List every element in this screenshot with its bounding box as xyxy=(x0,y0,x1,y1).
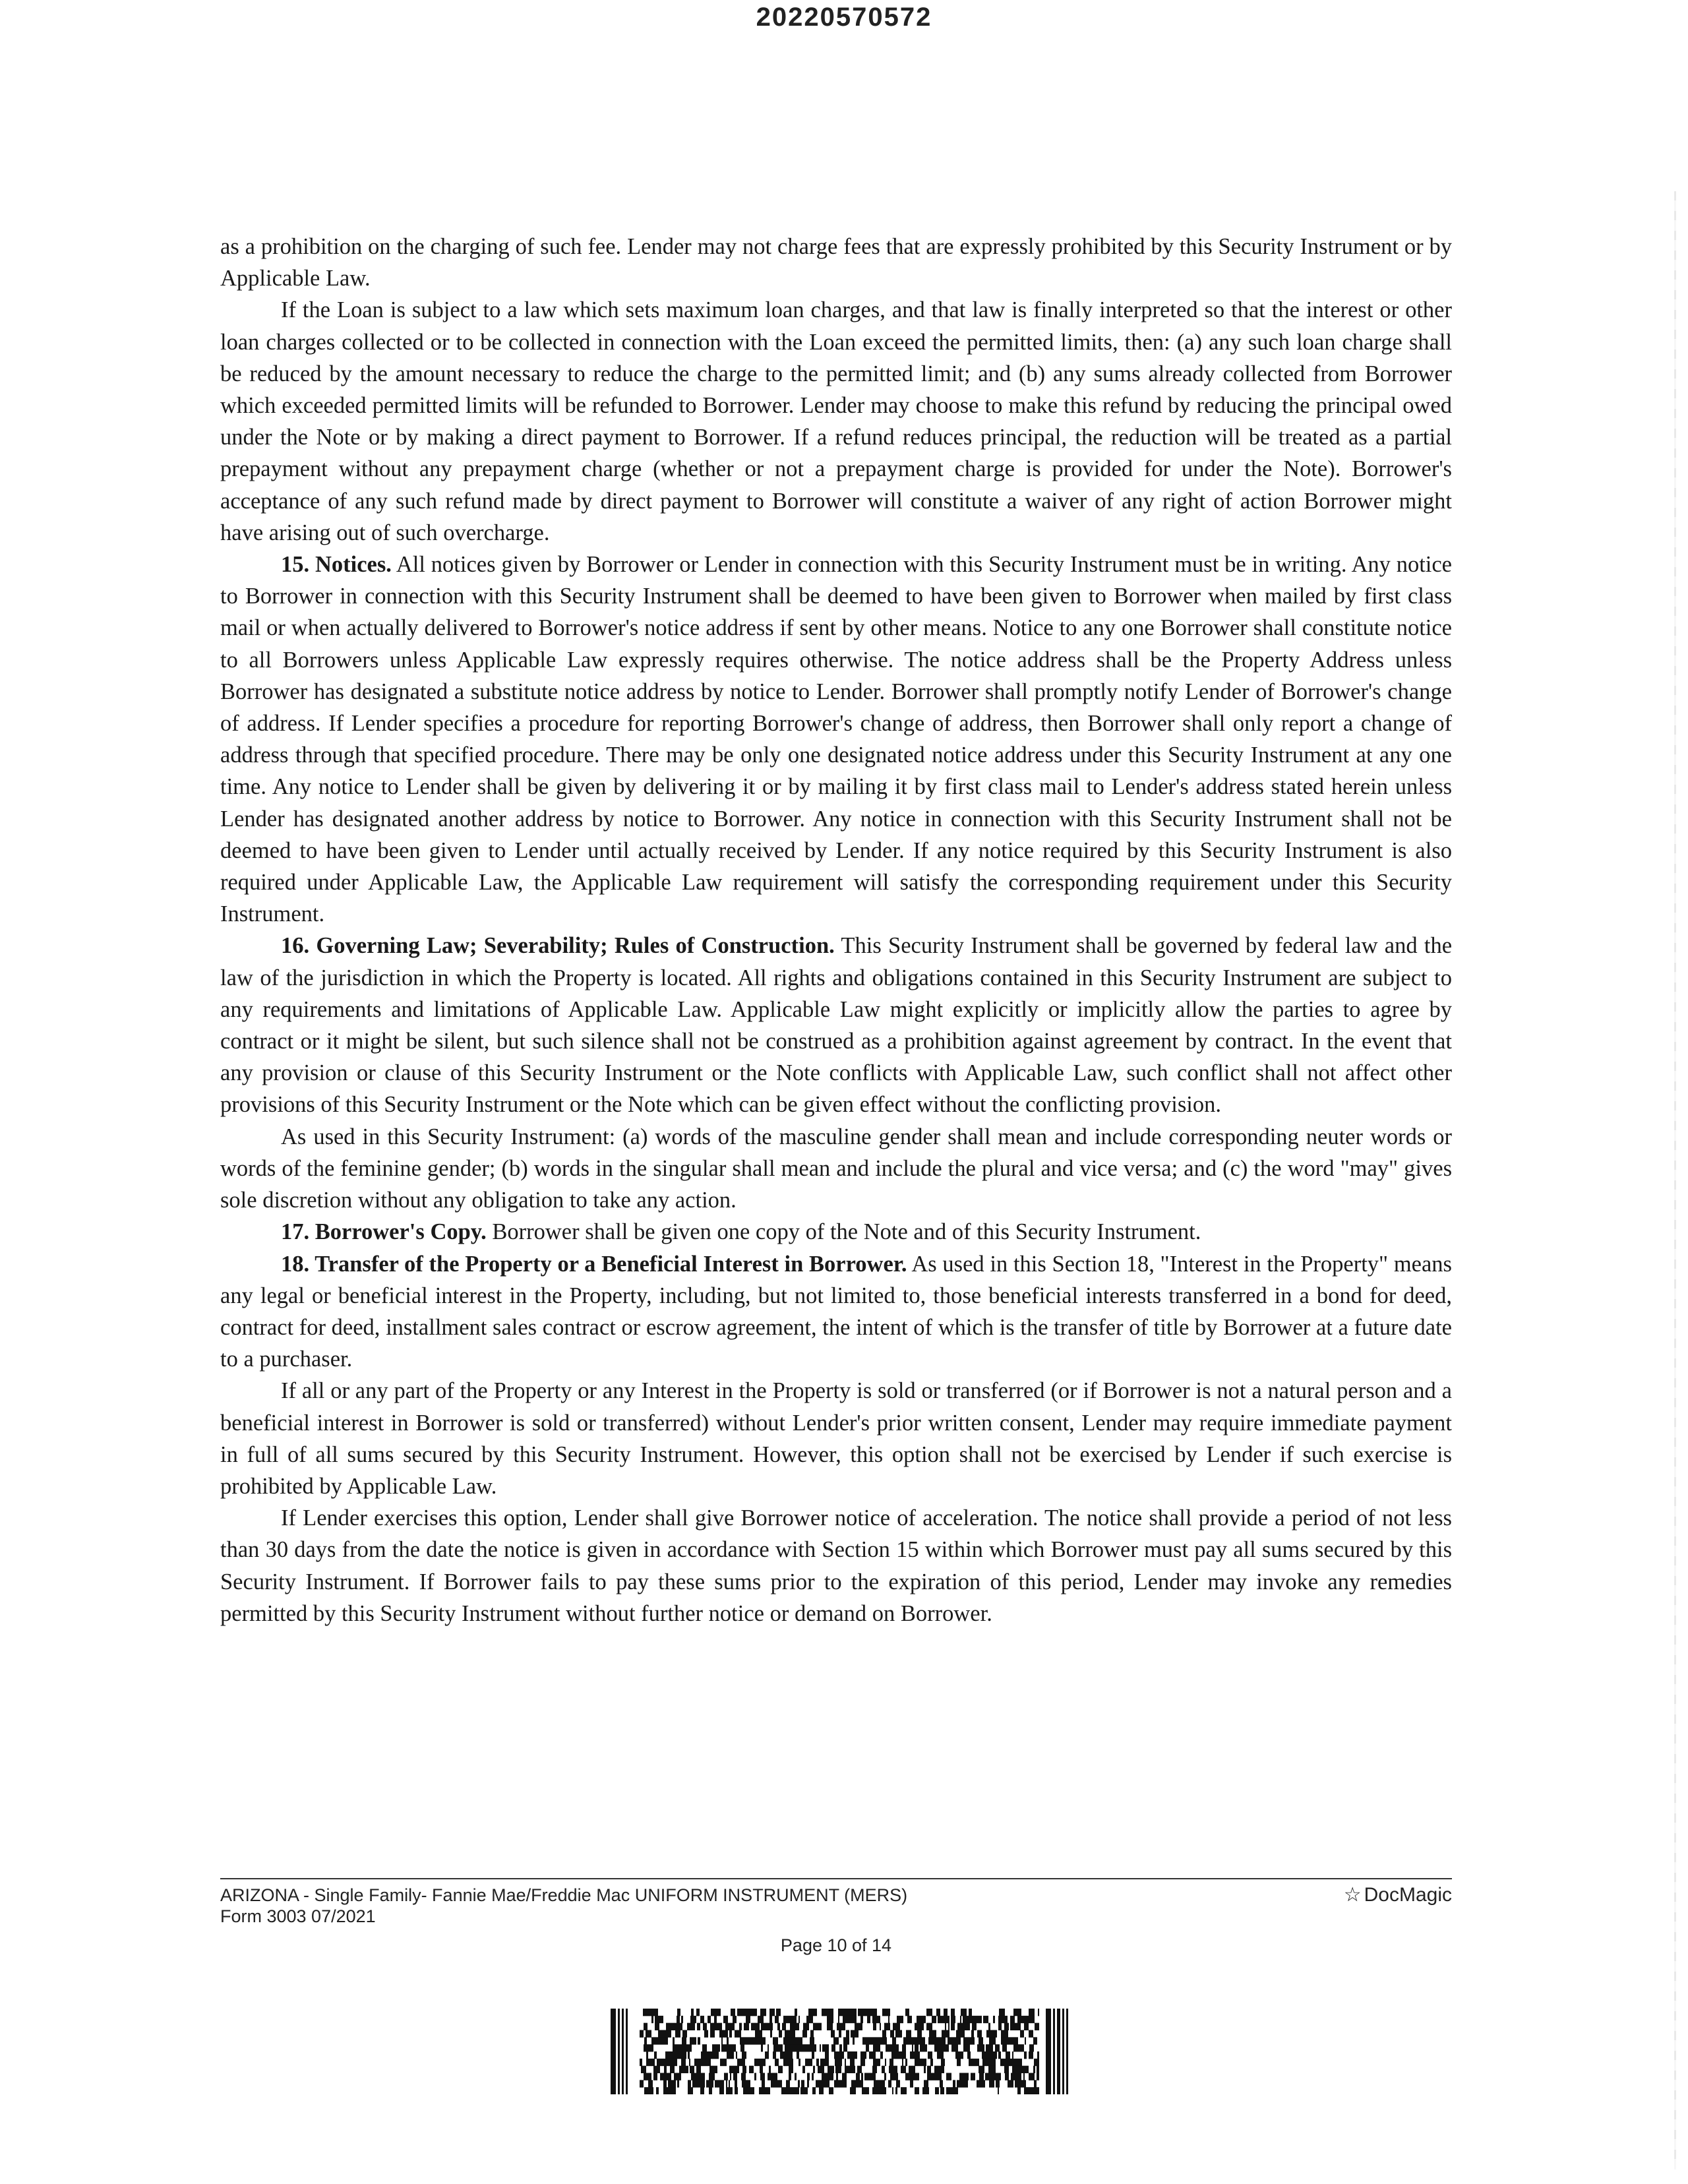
paragraph-continuation: as a prohibition on the charging of such fee. Lender may not charge fees that are expressly prohibited by this Security Instrument or by Applicable Law. xyxy=(220,234,1452,291)
section-16-text: This Security Instrument shall be governed by federal law and the law of the jurisdiction in which the Property is located. All rights and obligations contained in this Security Instrument are subject to any requirements and limitations of Applicable Law. Applicable Law might explicitly or implicitly allow the parties to agree by contract or it might be silent, but such silence shall not be construed as a prohibition against agreement by contract. In the event that any provision or clause of this Security Instrument or the Note conflicts with Applicable Law, such conflict shall not affect other provisions of this Security Instrument or the Note which can be given effect without the conflicting provision. xyxy=(220,933,1453,1118)
section-15-heading: 15. Notices. xyxy=(281,552,392,578)
page-number: Page 10 of 14 xyxy=(780,1935,892,1955)
star-icon: ☆ xyxy=(1343,1884,1362,1906)
paragraph-loan-charges: If the Loan is subject to a law which sets maximum loan charges, and that law is finally interpreted so that the interest or other loan charges collected or to be collected in connection with the Loan exceed the permitted limits, then: (a) any such loan charge shall be reduced by the amount necessary to reduce the charge to the permitted limit; and (b) any sums already collected from Borrower which exceeded permitted limits will be refunded to Borrower. Lender may choose to make this refund by reducing the principal owed under the Note or by making a direct payment to Borrower. If a refund reduces principal, the reduction will be treated as a partial prepayment without any prepayment charge (whether or not a prepayment charge is provided for under the Note). Borrower's acceptance of any such refund made by direct payment to Borrower will constitute a waiver of any right of action Borrower might have arising out of such overcharge. xyxy=(220,297,1452,545)
barcode-image xyxy=(611,2009,1068,2094)
section-17-heading: 17. Borrower's Copy. xyxy=(281,1219,487,1245)
document-number: 20220570572 xyxy=(756,3,932,32)
docmagic-brand xyxy=(1344,1885,1452,1906)
section-18-transfer xyxy=(220,1248,1452,1376)
document-body xyxy=(220,231,1452,1629)
brand-name: DocMagic xyxy=(1364,1884,1452,1906)
scan-edge xyxy=(1674,191,1676,2169)
section-17-borrowers-copy xyxy=(220,1216,1452,1248)
section-15-notices xyxy=(220,549,1452,930)
section-18-text: As used in this Section 18, "Interest in the Property" means any legal or beneficial interest in the Property, including, but not limited to, those beneficial interests transferred in a bond for deed, contract for deed, installment sales contract or escrow agreement, the intent of which is the transfer of title by Borrower at a future date to a purchaser. xyxy=(220,1251,1452,1372)
section-17-text: Borrower shall be given one copy of the Note and of this Security Instrument. xyxy=(492,1219,1201,1245)
section-15-text: All notices given by Borrower or Lender in connection with this Security Instrument must be in writing. Any notice to Borrower in connection with this Security Instrument shall be deemed to have been given to Borrower when mailed by first class mail or when actually delivered to Borrower's notice address if sent by other means. Notice to any one Borrower shall constitute notice to all Borrowers unless Applicable Law expressly requires otherwise. The notice address shall be the Property Address unless Borrower has designated a substitute notice address by notice to Lender. Borrower shall promptly notify Lender of Borrower's change of address. If Lender specifies a procedure for reporting Borrower's change of address, then Borrower shall only report a change of address through that specified procedure. There may be only one designated notice address under this Security Instrument at any one time. Any notice to Lender shall be given by delivering it or by mailing it by first class mail to Lender's address stated herein unless Lender has designated another address by notice to Borrower. Any notice in connection with this Security Instrument shall not be deemed to have been given to Lender until actually received by Lender. If any notice required by this Security Instrument is also required under Applicable Law, the Applicable Law requirement will satisfy the corresponding requirement under this Security Instrument. xyxy=(220,552,1452,927)
paragraph-as-used: As used in this Security Instrument: (a) words of the masculine gender shall mean and include corresponding neuter words or words of the feminine gender; (b) words in the singular shall mean and include the plural and vice versa; and (c) the word "may" gives sole discretion without any obligation to take any action. xyxy=(220,1124,1452,1213)
paragraph-if-all: If all or any part of the Property or any Interest in the Property is sold or transferred (or if Borrower is not a natural person and a beneficial interest in Borrower is sold or transferred) without Lender's prior written consent, Lender may require immediate payment in full of all sums secured by this Security Instrument. However, this option shall not be exercised by Lender if such exercise is prohibited by Applicable Law. xyxy=(220,1378,1452,1499)
section-18-heading: 18. Transfer of the Property or a Beneficial Interest in Borrower. xyxy=(281,1251,907,1277)
section-16-governing-law xyxy=(220,930,1452,1120)
form-title: ARIZONA - Single Family- Fannie Mae/Freddie Mac UNIFORM INSTRUMENT (MERS) xyxy=(220,1885,908,1905)
form-number: Form 3003 07/2021 xyxy=(220,1906,376,1926)
footer-divider xyxy=(220,1878,1452,1879)
paragraph-if-lender: If Lender exercises this option, Lender shall give Borrower notice of acceleration. The notice shall provide a period of not less than 30 days from the date the notice is given in accordance with Section 15 within which Borrower must pay all sums secured by this Security Instrument. If Borrower fails to pay these sums prior to the expiration of this period, Lender may invoke any remedies permitted by this Security Instrument without further notice or demand on Borrower. xyxy=(220,1505,1452,1626)
section-16-heading: 16. Governing Law; Severability; Rules of Construction. xyxy=(281,933,835,959)
